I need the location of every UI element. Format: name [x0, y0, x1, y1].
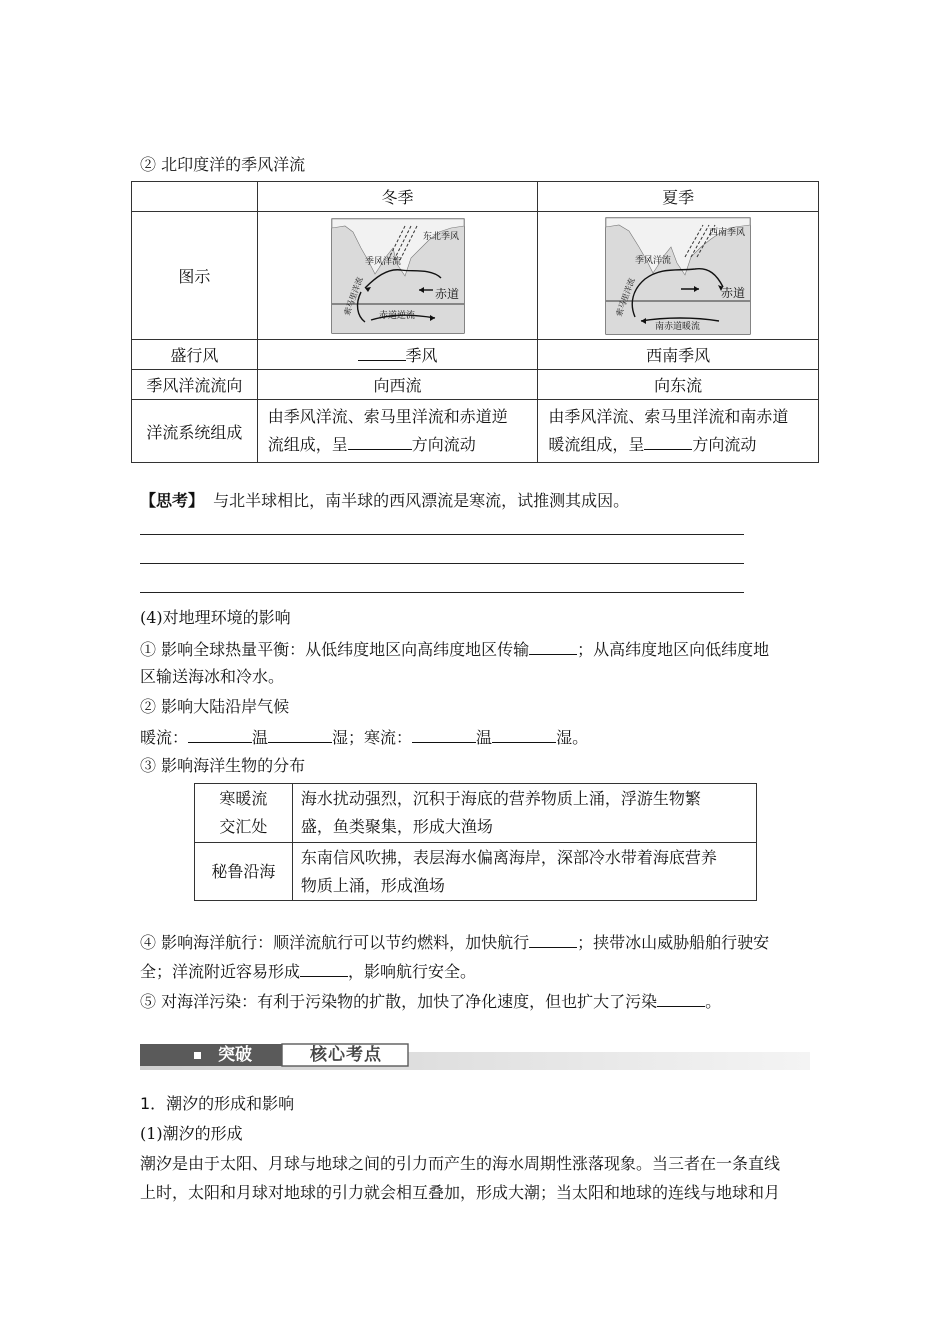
- p4-blank-1[interactable]: [529, 931, 577, 948]
- p2-text-d: 温: [476, 728, 493, 747]
- winter-direction-cell: 向西流: [257, 370, 538, 400]
- row-header-direction: 季风洋流流向: [132, 370, 258, 400]
- p2-blank-4[interactable]: [492, 726, 556, 743]
- winter-map-current-label: 季风洋流: [364, 256, 401, 267]
- bio-row1-text-line1: 海水扰动强烈，沉积于海底的营养物质上涌，浮游生物繁: [300, 789, 701, 808]
- row-header-figure: 图示: [132, 212, 258, 340]
- thinking-label: 【思考】: [140, 491, 205, 510]
- influence-p5-line: [140, 990, 721, 1012]
- section-title-monsoon: ② 北印度洋的季风洋流: [140, 155, 306, 174]
- winter-wind-cell: [257, 340, 538, 370]
- bio-row1-head-line1: 寒暖流: [219, 789, 268, 808]
- section-banner: [140, 1042, 810, 1070]
- summer-system-cell: [538, 400, 819, 463]
- winter-system-line2a: 流组成，呈: [267, 435, 348, 454]
- tide-subheading: (1)潮汐的形成: [140, 1124, 243, 1143]
- col-header-winter: 冬季: [257, 182, 538, 212]
- bio-row1-head-line2: 交汇处: [219, 817, 268, 836]
- p1-text-a: ① 影响全球热量平衡：从低纬度地区向高纬度地区传输: [140, 640, 530, 659]
- winter-system-line1: 由季风洋流、索马里洋流和赤道逆: [267, 407, 508, 426]
- p2-blank-3[interactable]: [412, 726, 476, 743]
- p4-text-b: ；挟带冰山威胁船舶行驶安: [577, 933, 770, 952]
- p2-text-b: 温: [252, 728, 269, 747]
- summer-map-somali-label: 索马里洋流: [614, 276, 637, 318]
- summer-map-equator-label: 赤道: [721, 285, 746, 300]
- summer-map-cell: [538, 212, 819, 340]
- tide-paragraph-line1: 潮汐是由于太阳、月球与地球之间的引力而产生的海水周期性涨落现象。当三者在一条直线: [140, 1154, 781, 1173]
- answer-line-1[interactable]: [140, 534, 744, 535]
- p1-text-b: ；从高纬度地区向低纬度地: [577, 640, 770, 659]
- summer-map-wind-label: 西南季风: [709, 227, 746, 238]
- p2-text-e: 湿。: [556, 728, 589, 747]
- p5-text-b: 。: [705, 992, 722, 1011]
- summer-map-south-eq-label: 南赤道暖流: [655, 321, 701, 332]
- influence-p4-line2: [140, 960, 476, 982]
- winter-wind-suffix: 季风: [405, 346, 438, 365]
- p4-text-a: ④ 影响海洋航行：顺洋流航行可以节约燃料，加快航行: [140, 933, 530, 952]
- winter-map-equator-label: 赤道: [434, 286, 459, 301]
- influence-p1-line2: 区输送海冰和冷水。: [140, 667, 285, 686]
- banner-left-label: 突破: [218, 1045, 252, 1065]
- winter-wind-blank[interactable]: [358, 344, 406, 361]
- bio-row1-text-line2: 盛，鱼类聚集，形成大渔场: [300, 817, 493, 836]
- influence-p3-title: ③ 影响海洋生物的分布: [140, 756, 306, 775]
- summer-system-blank[interactable]: [644, 433, 692, 450]
- summer-system-line2b: 方向流动: [692, 435, 757, 454]
- monsoon-current-table: [131, 181, 819, 463]
- answer-line-3[interactable]: [140, 592, 744, 593]
- p5-blank[interactable]: [657, 990, 705, 1007]
- thinking-text: 与北半球相比，南半球的西风漂流是寒流，试推测其成因。: [213, 491, 630, 510]
- summer-map-current-label: 季风洋流: [635, 255, 672, 266]
- row-header-system: 洋流系统组成: [132, 400, 258, 463]
- p2-blank-1[interactable]: [188, 726, 252, 743]
- influence-p4-line1: [140, 931, 769, 953]
- bio-row1-head: [195, 784, 293, 843]
- tide-paragraph-line2: 上时，太阳和月球对地球的引力就会相互叠加，形成大潮；当太阳和地球的连线与地球和月: [140, 1183, 781, 1202]
- p4-text-d: ，影响航行安全。: [348, 962, 477, 981]
- bio-row2-text: [292, 843, 756, 901]
- winter-map-counter-label: 赤道逆流: [378, 310, 415, 321]
- influence-p2-line: [140, 726, 588, 748]
- summer-system-line2a: 暖流组成，呈: [548, 435, 645, 454]
- winter-map-wind-label: 东北季风: [422, 231, 459, 242]
- p5-text-a: ⑤ 对海洋污染：有利于污染物的扩散，加快了净化速度，但也扩大了污染: [140, 992, 658, 1011]
- row-header-wind: 盛行风: [132, 340, 258, 370]
- p4-text-c: 全；洋流附近容易形成: [140, 962, 301, 981]
- winter-system-blank[interactable]: [348, 433, 412, 450]
- summer-monsoon-map: [605, 217, 751, 335]
- bio-row2-text-line1: 东南信风吹拂，表层海水偏离海岸，深部冷水带着海底营养: [300, 847, 717, 867]
- col-header-summer: 夏季: [538, 182, 819, 212]
- winter-map-somali-label: 索马里洋流: [341, 275, 365, 317]
- p4-blank-2[interactable]: [300, 960, 348, 977]
- influence-p1-line1: [140, 638, 769, 660]
- bio-row2-head: 秘鲁沿海: [195, 843, 293, 901]
- summer-direction-cell: 向东流: [538, 370, 819, 400]
- winter-monsoon-map: [331, 218, 465, 334]
- p2-text-c: 湿；寒流：: [332, 728, 413, 747]
- summer-system-line1: 由季风洋流、索马里洋流和南赤道: [548, 407, 789, 426]
- table-corner-cell: [132, 182, 258, 212]
- bio-row2-text-line2: 物质上涌，形成渔场: [300, 875, 445, 895]
- winter-map-cell: [257, 212, 538, 340]
- answer-line-2[interactable]: [140, 563, 744, 564]
- p2-blank-2[interactable]: [268, 726, 332, 743]
- winter-system-line2b: 方向流动: [411, 435, 476, 454]
- bio-row1-text: [292, 784, 756, 843]
- marine-biology-table: [194, 783, 757, 901]
- thinking-question: [140, 491, 629, 511]
- winter-system-cell: [257, 400, 538, 463]
- tide-heading: 1．潮汐的形成和影响: [140, 1094, 295, 1113]
- p2-text-a: 暖流：: [140, 728, 189, 747]
- influence-title: (4)对地理环境的影响: [140, 608, 291, 627]
- banner-right-label: 核心考点: [310, 1045, 382, 1065]
- p1-blank[interactable]: [529, 638, 577, 655]
- summer-wind-cell: 西南季风: [538, 340, 819, 370]
- influence-p2-title: ② 影响大陆沿岸气候: [140, 697, 290, 716]
